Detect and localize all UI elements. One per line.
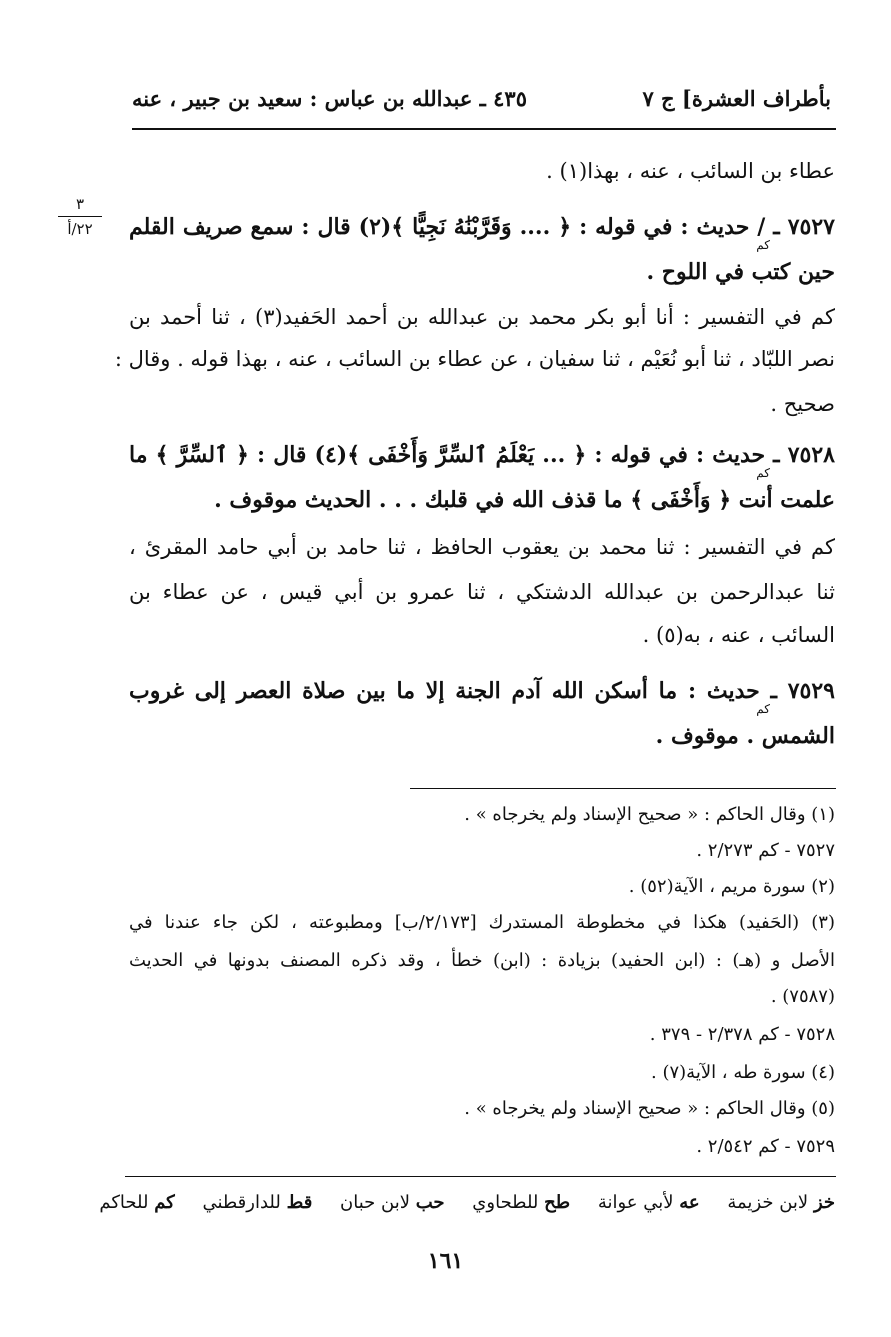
footnote-line: (١) وقال الحاكم : « صحيح الإسناد ولم يخرجاه » . — [464, 804, 835, 825]
footnote-line: (٣) (الحَفيد) هكذا في مخطوطة المستدرك [٢/١٧٣/ب] ومطبوعته ، لكن جاء عندنا في — [129, 912, 835, 933]
text-line: عطاء بن السائب ، عنه ، بهذا(١) . — [546, 159, 835, 183]
footnote-line: ٧٥٢٨ - كم ٢/٣٧٨ - ٣٧٩ . — [649, 1024, 835, 1045]
footnote-line: (٤) سورة طه ، الآية(٧) . — [651, 1062, 835, 1083]
siglum-item: خز لابن خزيمة — [727, 1192, 835, 1213]
footnote-line: الأصل و (هـ) : (ابن الحفيد) بزيادة : (ابن) خطأ ، وقد ذكره المصنف بدونها في الحديث — [129, 950, 835, 971]
hadith-heading-line: علمت أنت ﴿ وَأَخْفَى ﴾ ما قذف الله في قلبك . . . الحديث موقوف . — [214, 487, 835, 513]
siglum-item: طح للطحاوي — [472, 1192, 571, 1213]
text-line: كم في التفسير : ثنا محمد بن يعقوب الحافظ ، ثنا حامد بن أبي حامد المقرئ ، — [129, 535, 835, 559]
footnote-line: ٧٥٢٧ - كم ٢/٢٧٣ . — [696, 840, 835, 861]
folio-bottom: ٢٢/أ — [67, 220, 93, 238]
text-line: نصر اللبّاد ، ثنا أبو نُعَيْم ، ثنا سفيان ، عن عطاء بن السائب ، عنه ، بهذا قوله . وقال : — [114, 347, 835, 371]
sigla-legend — [77, 1192, 835, 1213]
hadith-heading-line: الشمس . موقوف . — [655, 723, 835, 749]
text-line: ثنا عبدالرحمن بن عبدالله الدشتكي ، ثنا عمرو بن أبي قيس ، عن عطاء بن — [129, 580, 835, 604]
text-line: السائب ، عنه ، به(٥) . — [642, 623, 835, 647]
running-header-chapter: ٤٣٥ ـ عبدالله بن عباس : سعيد بن جبير ، عنه — [132, 86, 527, 111]
hadith-heading-line: حين كتب في اللوح . — [646, 259, 835, 285]
footnote-line: (٥) وقال الحاكم : « صحيح الإسناد ولم يخرجاه » . — [464, 1098, 835, 1119]
manuscript-folio-reference — [50, 195, 110, 238]
running-header-volume: بأطراف العشرة] ج ٧ — [642, 86, 831, 111]
folio-divider — [58, 216, 102, 217]
footnote-line: ٧٥٢٩ - كم ٢/٥٤٢ . — [696, 1136, 835, 1157]
siglum-item: كم للحاكم — [99, 1192, 175, 1213]
hadith-heading-7528: ٧٥٢٨ ـ حديث : في قوله : ﴿ ... يَعْلَمُ ٱلسِّرَّ وَأَخْفَى ﴾(٤) قال : ﴿ ٱلسِّرَّ ﴾ ما — [129, 442, 835, 468]
text-line: كم في التفسير : أنا أبو بكر محمد بن عبدالله بن أحمد الحَفيد(٣) ، ثنا أحمد بن — [129, 305, 835, 329]
folio-top: ٣ — [75, 195, 85, 213]
footnote-rule — [410, 788, 836, 789]
hadith-heading-7527: ٧٥٢٧ ـ / حديث : في قوله : ﴿ .... وَقَرَّبْنَٰهُ نَجِيًّا ﴾(٢) قال : سمع صريف القلم — [129, 214, 835, 240]
text-line: صحيح . — [770, 392, 835, 416]
hadith-heading-7529: ٧٥٢٩ ـ حديث : ما أسكن الله آدم الجنة إلا ما بين صلاة العصر إلى غروب — [129, 678, 835, 704]
siglum-item: عه لأبي عوانة — [597, 1192, 700, 1213]
footnote-line: (٧٥٨٧) . — [770, 986, 835, 1007]
siglum-item: قط للدارقطني — [202, 1192, 313, 1213]
header-rule — [132, 128, 836, 130]
siglum-mark: كم — [756, 466, 770, 480]
siglum-mark: كم — [756, 238, 770, 252]
siglum-item: حب لابن حبان — [340, 1192, 445, 1213]
siglum-mark: كم — [756, 702, 770, 716]
page-number: ١٦١ — [427, 1248, 464, 1274]
sigla-rule — [125, 1176, 836, 1177]
footnote-line: (٢) سورة مريم ، الآية(٥٢) . — [628, 876, 835, 897]
